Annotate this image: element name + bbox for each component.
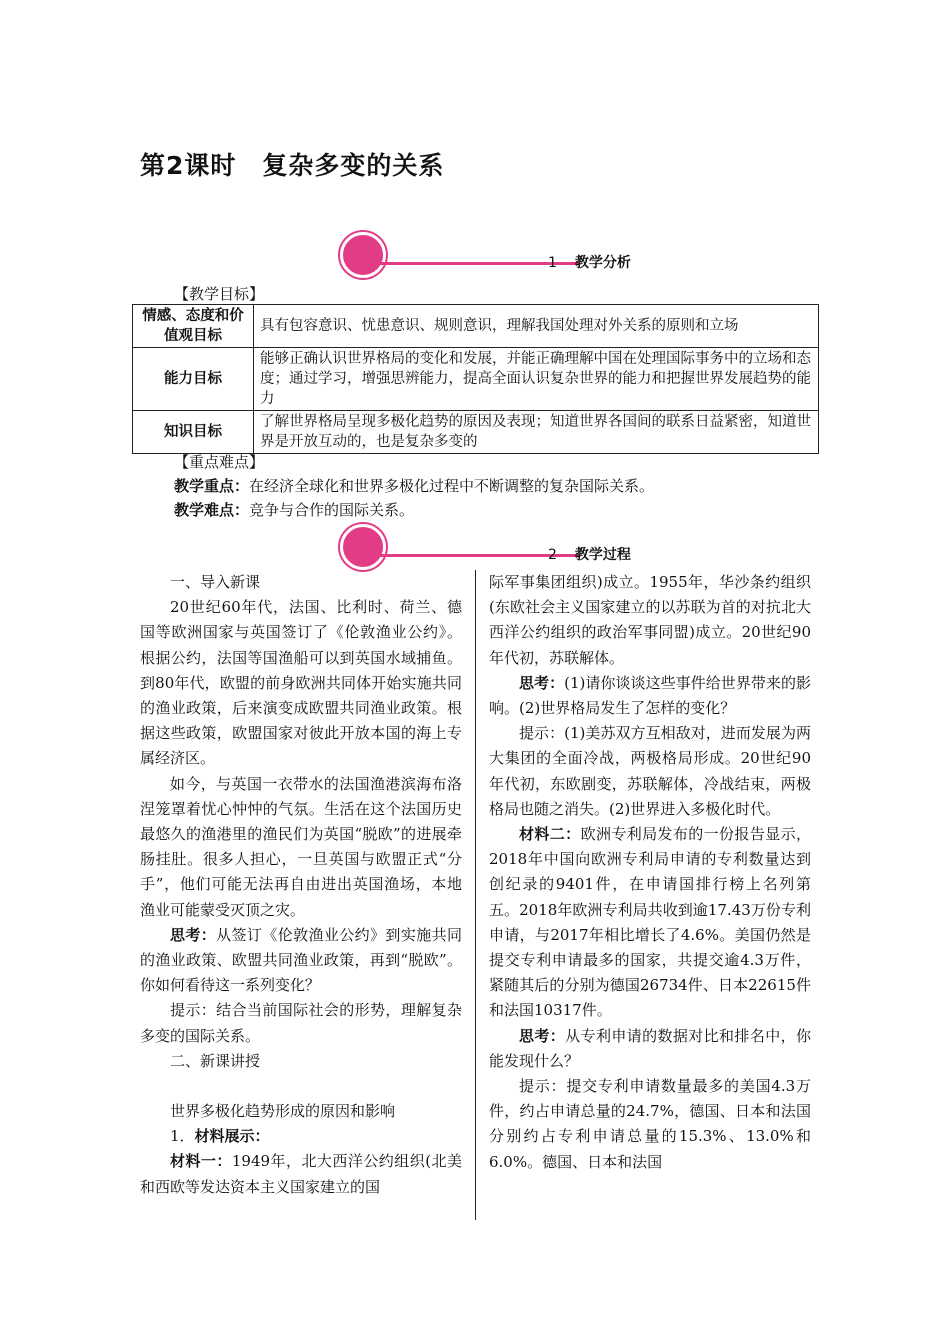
section-label: 1 教学分析 (548, 255, 631, 271)
hint-paragraph: 提示：提交专利申请数量最多的美国4.3万件，约占申请总量的24.7%，德国、日本和法国分别约占专利申请总量的15.3%、13.0%和6.0%。德国、日本和法国 (489, 1077, 811, 1171)
think-paragraph: 思考：从签订《伦敦渔业公约》到实施共同的渔业政策、欧盟共同渔业政策，再到“脱欧”。你如何看待这一系列变化？ (140, 925, 462, 995)
intro-heading: 一、导入新课 (170, 573, 261, 591)
goal-text: 了解世界格局呈现多极化趋势的原因及表现；知道世界各国间的联系日益紧密，知道世界是开放互动的，也是复杂多变的 (254, 411, 819, 454)
think-paragraph: 思考：(1)请你谈谈这些事件给世界带来的影响。(2)世界格局发生了怎样的变化？ (489, 673, 811, 718)
goal-label: 情感、态度和价值观目标 (133, 305, 254, 348)
think-paragraph: 思考：从专利申请的数据对比和排名中，你能发现什么？ (489, 1026, 811, 1070)
material-heading: 1．材料展示： (170, 1127, 270, 1146)
pink-circle-icon (340, 524, 386, 570)
hint-paragraph: 提示：(1)美苏双方互相敌对，进而发展为两大集团的全面冷战，两极格局形成。20世纪90年代初，东欧剧变，苏联解体，冷战结束，两极格局也随之消失。(2)世界进入多极化时代。 (489, 724, 811, 818)
lesson-title: 第2课时 复杂多变的关系 (140, 151, 445, 180)
table-row (133, 305, 819, 348)
material-paragraph: 材料一：1949年，北大西洋公约组织(北美和西欧等发达资本主义国家建立的国 (140, 1152, 462, 1196)
section-heading: 二、新课讲授 (170, 1051, 261, 1070)
right-column (489, 570, 811, 1175)
goal-label: 能力目标 (133, 348, 254, 411)
paragraph: 如今，与英国一衣带水的法国渔港滨海布洛涅笼罩着忧心忡忡的气氛。生活在这个法国历史最悠久的渔港里的渔民们为英国“脱欧”的进展牵肠挂肚。很多人担心，一旦英国与欧盟正式“分手”，他们可能无法再自由进出英国渔场，本地渔业可能蒙受灭顶之灾。 (140, 774, 462, 919)
column-divider (475, 570, 476, 1220)
hint-paragraph: 提示：结合当前国际社会的形势，理解复杂多变的国际关系。 (140, 1001, 462, 1045)
goals-heading: 【教学目标】 (174, 285, 265, 303)
section-banner-process (340, 520, 670, 574)
key-point: 教学重点：在经济全球化和世界多极化过程中不断调整的复杂国际关系。 (174, 477, 655, 495)
topic-heading: 世界多极化趋势形成的原因和影响 (170, 1102, 396, 1121)
left-column (140, 570, 462, 1200)
goals-table (132, 304, 819, 454)
paragraph: 20世纪60年代，法国、比利时、荷兰、德国等欧洲国家与英国签订了《伦敦渔业公约》。根据公约，法国等国渔船可以到英国水域捕鱼。到80年代，欧盟的前身欧洲共同体开始实施共同的渔业政策，后来演变成欧盟共同渔业政策。根据这些政策，欧盟国家对彼此开放本国的海上专属经济区。 (140, 598, 462, 768)
goal-text: 具有包容意识、忧患意识、规则意识，理解我国处理对外关系的原则和立场 (254, 305, 819, 348)
goal-text: 能够正确认识世界格局的变化和发展，并能正确理解中国在处理国际事务中的立场和态度；通过学习，增强思辨能力，提高全面认识复杂世界的能力和把握世界发展趋势的能力 (254, 348, 819, 411)
difficult-point: 教学难点：竞争与合作的国际关系。 (174, 501, 415, 519)
table-row (133, 411, 819, 454)
pink-circle-icon (340, 232, 386, 278)
table-row (133, 348, 819, 411)
key-heading: 【重点难点】 (174, 453, 265, 471)
paragraph: 际军事集团组织)成立。1955年，华沙条约组织(东欧社会主义国家建立的以苏联为首的对抗北大西洋公约组织的政治军事同盟)成立。20世纪90年代初，苏联解体。 (489, 573, 811, 667)
section-banner-analysis (340, 228, 670, 282)
goal-label: 知识目标 (133, 411, 254, 454)
section-label: 2 教学过程 (548, 547, 631, 563)
material-paragraph: 材料二：欧洲专利局发布的一份报告显示，2018年中国向欧洲专利局申请的专利数量达到创纪录的9401件，在申请国排行榜上名列第五。2018年欧洲专利局共收到逾17.43万份专利申请，与2017年相比增长了4.6%。美国仍然是提交专利申请最多的国家，共提交逾4.3万件，紧随其后的分别为德国26734件、日本22615件和法国10317件。 (489, 825, 811, 1020)
